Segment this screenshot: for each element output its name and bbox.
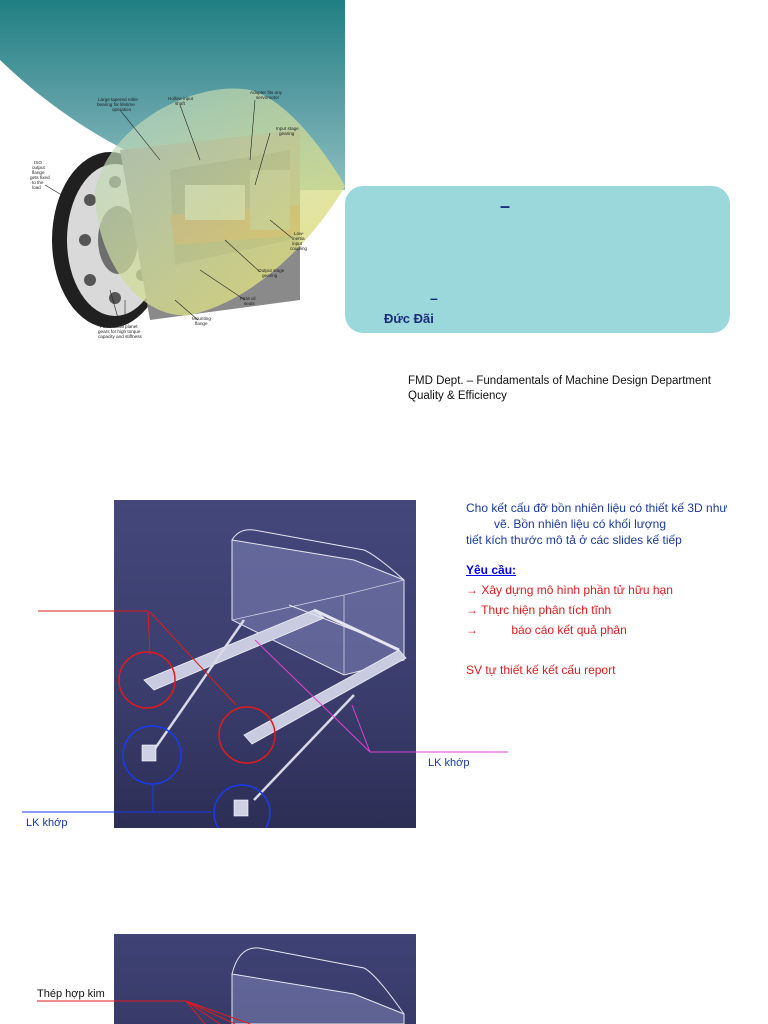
requirement-item: → Thực hiện phân tích tĩnh: [466, 603, 612, 617]
gearbox-label: Mounting flange: [192, 316, 211, 326]
department-line: FMD Dept. – Fundamentals of Machine Design Department: [408, 375, 711, 387]
title-dash: –: [500, 196, 511, 216]
gearbox-label: ISO output flange gets fixed to the load: [30, 160, 50, 190]
requirement-item: → báo cáo kết quả phân: [466, 623, 627, 637]
gearbox-label: Output stage gearing: [258, 268, 285, 278]
joint-label-left: LK khớp: [26, 817, 68, 829]
subtitle-dash: –: [430, 290, 438, 306]
gearbox-label: Large tapered roller bearing for lifetime operation: [97, 97, 139, 112]
gearbox-label: Low-inertia input coupling: [290, 231, 308, 251]
requirement-item: → Xây dựng mô hình phần tử hữu hạn: [466, 583, 673, 597]
design-note: SV tự thiết kế kết cấu report: [466, 663, 616, 677]
requirements-title: Yêu cầu:: [466, 563, 517, 577]
gearbox-label: FKM oil seals: [240, 296, 256, 306]
gearbox-label: Hollow input shaft: [168, 96, 194, 106]
gearbox-label: Input stage gearing: [276, 126, 299, 136]
department-tagline: Quality & Efficiency: [408, 390, 507, 402]
intro-line: vẽ. Bồn nhiên liệu có khối lượng: [494, 517, 667, 531]
intro-line: tiết kích thước mô tả ở các slides kế tiếp: [466, 533, 682, 547]
intro-line: Cho kết cấu đỡ bồn nhiên liệu có thiết kế 3D như: [466, 501, 728, 515]
material-label: Thép hợp kim: [37, 988, 105, 1000]
gearbox-label: Four helical planet gears for high torque capacity and stiffness: [98, 324, 142, 339]
joint-label-right: LK khớp: [428, 757, 470, 769]
author-name: Đức Đãi: [384, 311, 434, 326]
gearbox-label: Adapter fits any servomotor: [250, 90, 282, 100]
